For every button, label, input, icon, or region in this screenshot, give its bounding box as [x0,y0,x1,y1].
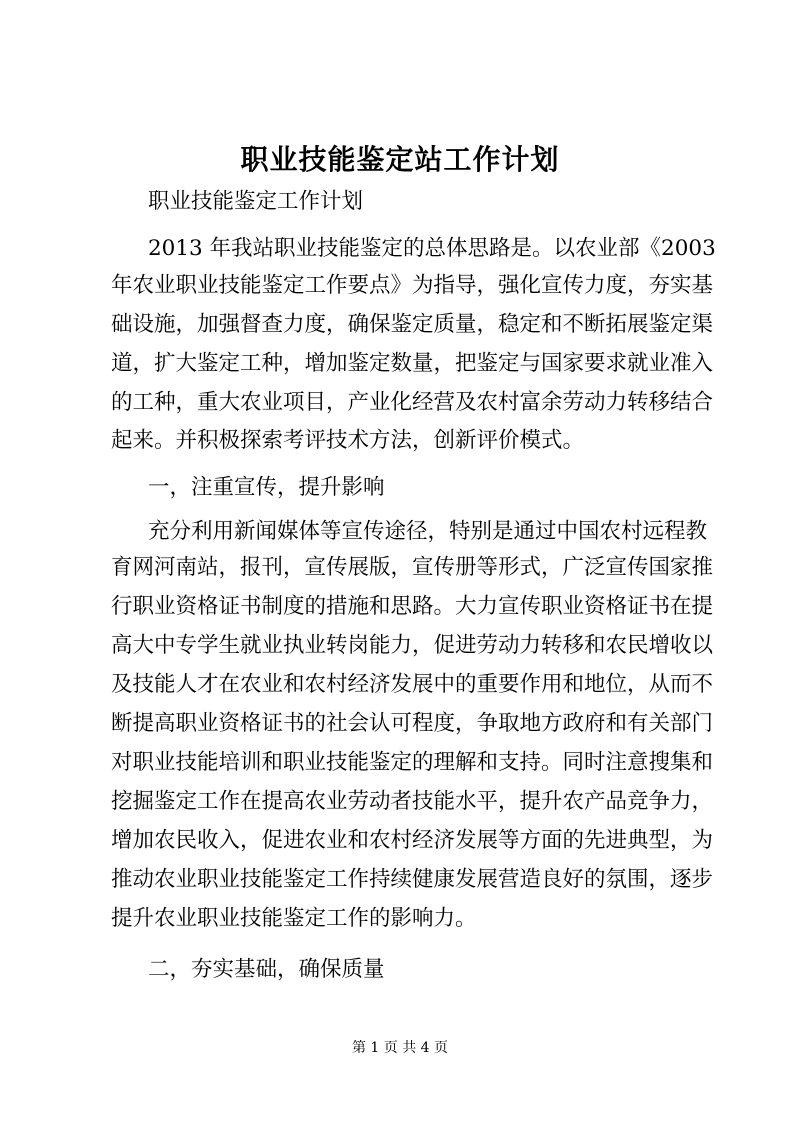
paragraph-line: 础设施，加强督查力度，确保鉴定质量，稳定和不断拓展鉴定渠 [111,312,714,337]
paragraph-line: 断提高职业资格证书的社会认可程度，争取地方政府和有关部门 [111,711,714,736]
paragraph-line: 对职业技能培训和职业技能鉴定的理解和支持。同时注意搜集和 [111,750,714,775]
paragraph-line: 提升农业职业技能鉴定工作的影响力。 [111,906,477,931]
page-number: 第 1 页 共 4 页 [351,1040,449,1056]
section-heading: 二，夯实基础，确保质量 [148,957,385,982]
paragraph-line: 充分利用新闻媒体等宣传途径，特别是通过中国农村远程教 [148,519,708,544]
paragraph-line: 挖掘鉴定工作在提高农业劳动者技能水平，提升农产品竞争力， [111,789,714,814]
paragraph-line: 2013 年我站职业技能鉴定的总体思路是。以农业部《2003 [148,236,716,261]
paragraph-line: 行职业资格证书制度的措施和思路。大力宣传职业资格证书在提 [111,594,714,619]
paragraph-line: 增加农民收入，促进农业和农村经济发展等方面的先进典型，为 [111,828,714,853]
paragraph-line: 的工种，重大农业项目，产业化经营及农村富余劳动力转移结合 [111,390,714,415]
paragraph-line: 年农业职业技能鉴定工作要点》为指导，强化宣传力度，夯实基 [111,273,714,298]
paragraph-line: 及技能人才在农业和农村经济发展中的重要作用和地位，从而不 [111,672,714,697]
subtitle-line: 职业技能鉴定工作计划 [148,189,364,214]
document-title: 职业技能鉴定站工作计划 [240,143,560,176]
paragraph-line: 起来。并积极探索考评技术方法，创新评价模式。 [111,428,585,453]
section-heading: 一，注重宣传，提升影响 [148,475,385,500]
paragraph-line: 育网河南站，报刊，宣传展版，宣传册等形式，广泛宣传国家推 [111,555,714,580]
paragraph-line: 道，扩大鉴定工种，增加鉴定数量，把鉴定与国家要求就业准入 [111,351,714,376]
paragraph-line: 高大中专学生就业执业转岗能力，促进劳动力转移和农民增收以 [111,633,714,658]
paragraph-line: 推动农业职业技能鉴定工作持续健康发展营造良好的氛围，逐步 [111,867,714,892]
